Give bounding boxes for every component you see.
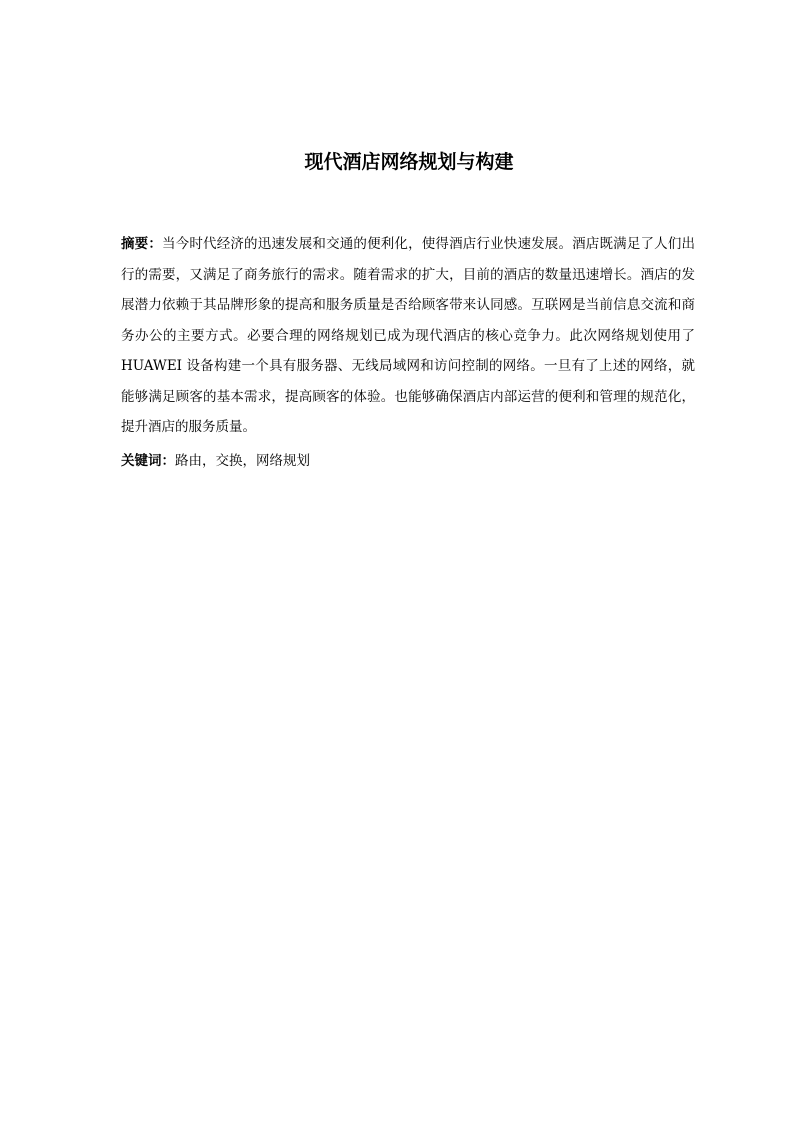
keywords-text: 路由，交换，网络规划 (175, 453, 310, 469)
keywords-line (121, 446, 695, 476)
abstract-label: 摘要： (121, 236, 163, 252)
abstract-paragraph (121, 229, 695, 443)
document-title: 现代酒店网络规划与构建 (304, 151, 514, 173)
keywords-label: 关键词： (121, 453, 175, 469)
abstract-text: 当今时代经济的迅速发展和交通的便利化，使得酒店行业快速发展。酒店既满足了人们出行的需要，又满足了商务旅行的需求。随着需求的扩大，目前的酒店的数量迅速增长。酒店的发展潜力依赖于其品牌形象的提高和服务质量是否给顾客带来认同感。互联网是当前信息交流和商务办公的主要方式。必要合理的网络规划已成为现代酒店的核心竞争力。此次网络规划使用了 HUAWEI 设备构建一个具有服务器、无线局域网和访问控制的网络。一旦有了上述的网络，就能够满足顾客的基本需求，提高顾客的体验。也能够确保酒店内部运营的便利和管理的规范化，提升酒店的服务质量。 (121, 236, 696, 435)
